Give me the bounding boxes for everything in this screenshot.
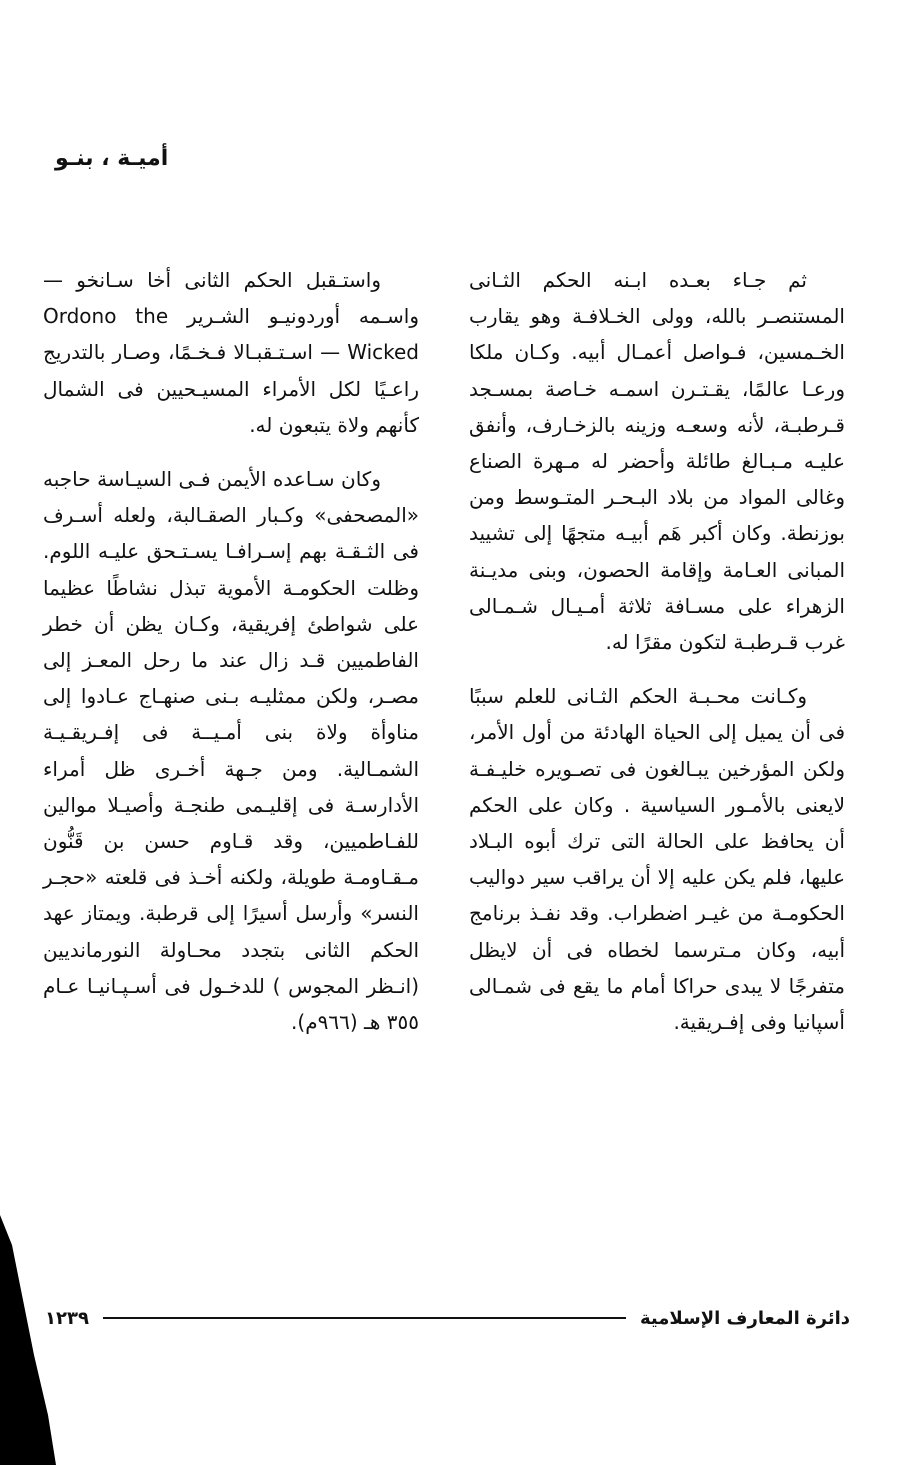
page-footer [45,1298,850,1338]
paragraph: وكان سـاعده الأيمن فـى السيـاسة حاجبه «المصحفى» وكـبار الصقـالبة، ولعله أسـرف فى الثـقـة بهم إسـرافـا يسـتـحق عليـه اللوم. وظلت الحكومـة الأموية تبذل نشاطًا عظيما على شواطئ إفريقية، وكـان يظن أن خطر الفاطميين قـد زال عند ما رحل المعـز إلى مصـر، ولكن ممثليـه بـنى صنهـاج عـادوا إلى مناوأة ولاة بنى أمـيــة فى إفـريقـيـة الشمـالية. ومن جـهة أخـرى ظل أمراء الأدارسـة فى إقليـمى طنجـة وأصيـلا موالين للفـاطميين، وقد قـاوم حسن بن قَنُّون مـقـاومـة طويلة، ولكنه أخـذ فى قلعته «حجـر النسر» وأرسل أسيرًا إلى قرطبة. ويمتاز عهد الحكم الثانى بتجدد محـاولة النورمانديين (انـظر المجوس ) للدخـول فى أسـپـانيـا عـام ٣٥٥ هـ (٩٦٦م). [43,467,419,1035]
column-left [43,262,419,1040]
running-head: أميـة ، بنـو [55,146,169,171]
page-number: ١٢٣٩ [45,1307,89,1329]
column-right [469,262,845,1040]
paragraph: وكـانت محـبـة الحكم الثـانى للعلم سببًا فى أن يميل إلى الحياة الهادئة من أول الأمر، ولكن المؤرخين يبـالغون فى تصـويره خليـفـة لايعنى بالأمـور السياسية . وكان على الحكم أن يحافظ على الحالة التى ترك أبوه البـلاد عليها، فلم يكن عليه إلا أن يراقب سير دواليب الحكومـة من غيـر اضطراب. وقد نفـذ برنامج أبيه، وكان مـترسما لخطاه فى أن لايظل متفرجًا لا يبدى حراكا أمام ما يقع فى شمـالى أسپانيا وفى إفـريقية. [469,684,845,1035]
scan-edge-shadow [0,1215,60,1465]
paragraph: ثم جـاء بعـده ابـنه الحكم الثـانى المستنصـر بالله، وولى الخـلافـة وهو يقارب الخـمسين، فـواصل أعمـال أبيه. وكـان ملكا ورعـا عالمًا، يقـتـرن اسمـه خـاصة بمسـجد قـرطبـة، لأنه وسعـه وزينه بالزخـارف، وأنفق عليـه مـبـالغ طائلة وأحضر له مـهرة الصناع وغالى المواد من بلاد البـحـر المتـوسط ومن بوزنطة. وكان أكبر هَم أبيـه متجهًا إلى تشييد المبانى العـامة وإقامة الحصون، وبنى مديـنة الزهراء على مسـافة ثلاثة أمـيـال شـمـالى غرب قـرطبـة لتكون مقرًا له. [469,268,845,655]
publication-title: دائرة المعارف الإسلامية [639,1307,850,1329]
footer-rule [103,1317,626,1319]
paragraph: واستـقبل الحكم الثانى أخا سـانخو — واسـمه أوردونيـو الشـرير Ordono the Wicked — اسـتـقبـالا فـخـمًا، وصـار بالتدريج راعـيًا لكل الأمراء المسيـحيين فى الشمال كأنهم ولاة يتبعون له. [43,268,419,437]
